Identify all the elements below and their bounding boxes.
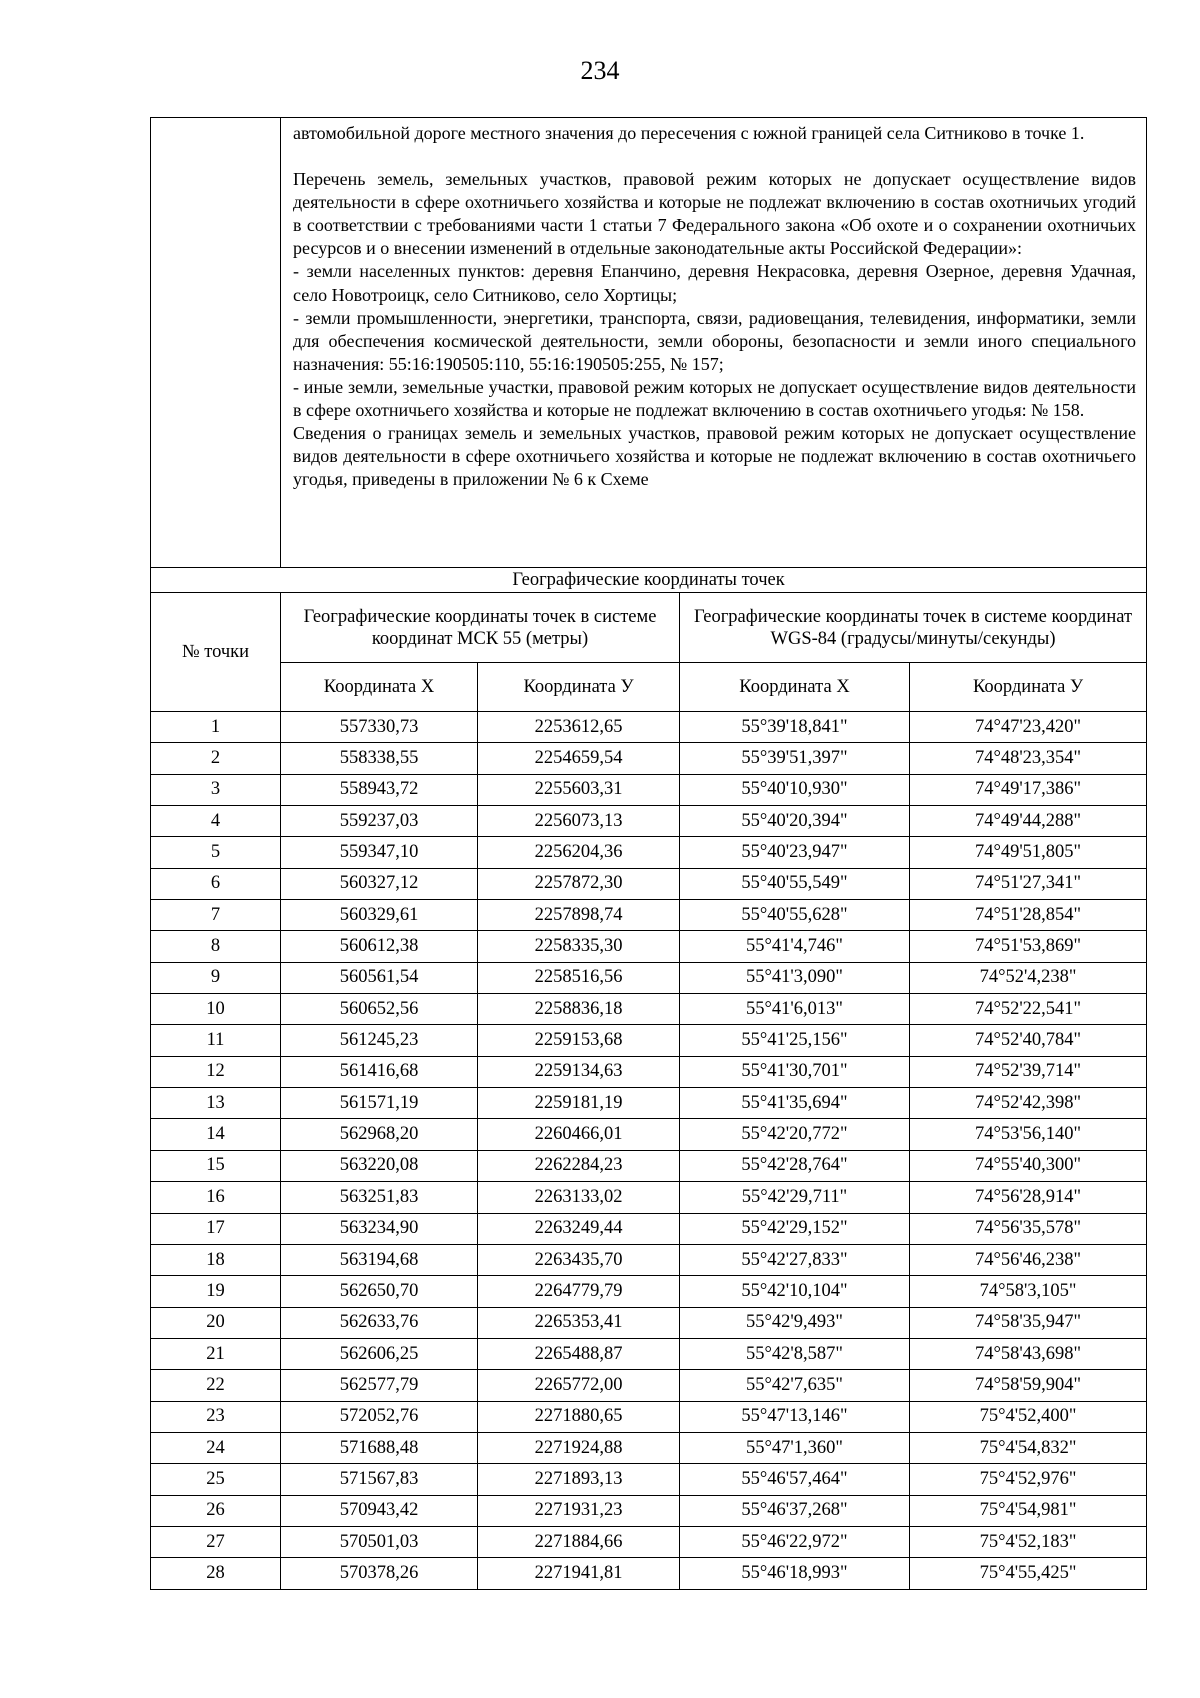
cell-y-wgs: 74°52'22,541" <box>910 994 1147 1025</box>
table-row <box>151 1150 1147 1181</box>
cell-x-msk: 561416,68 <box>281 1056 478 1087</box>
cell-x-wgs: 55°42'8,587" <box>680 1338 910 1369</box>
description-paragraph: - земли населенных пунктов: деревня Епанчино, деревня Некрасовка, деревня Озерное, деревня Удачная, село Новотроицк, село Ситниково, село Хортицы; <box>293 261 1137 305</box>
cell-y-msk: 2271924,88 <box>478 1432 680 1463</box>
cell-point-number: 8 <box>151 931 281 962</box>
cell-x-msk: 562633,76 <box>281 1307 478 1338</box>
table-row <box>151 1558 1147 1589</box>
cell-point-number: 17 <box>151 1213 281 1244</box>
cell-x-wgs: 55°42'20,772" <box>680 1119 910 1150</box>
cell-point-number: 16 <box>151 1182 281 1213</box>
cell-x-wgs: 55°46'22,972" <box>680 1526 910 1557</box>
cell-point-number: 3 <box>151 774 281 805</box>
cell-y-wgs: 74°56'28,914" <box>910 1182 1147 1213</box>
cell-y-msk: 2253612,65 <box>478 712 680 743</box>
table-row <box>151 1119 1147 1150</box>
column-group-header-msk: Географические координаты точек в системе координат МСК 55 (метры) <box>281 593 680 663</box>
cell-y-msk: 2264779,79 <box>478 1276 680 1307</box>
cell-y-msk: 2258516,56 <box>478 962 680 993</box>
table-row <box>151 806 1147 837</box>
empty-left-cell <box>151 118 281 568</box>
cell-point-number: 28 <box>151 1558 281 1589</box>
cell-y-wgs: 74°53'56,140" <box>910 1119 1147 1150</box>
cell-x-msk: 562968,20 <box>281 1119 478 1150</box>
cell-x-msk: 563234,90 <box>281 1213 478 1244</box>
cell-x-msk: 570378,26 <box>281 1558 478 1589</box>
cell-y-wgs: 74°58'43,698" <box>910 1338 1147 1369</box>
cell-x-msk: 561571,19 <box>281 1088 478 1119</box>
cell-x-wgs: 55°41'6,013" <box>680 994 910 1025</box>
cell-x-msk: 557330,73 <box>281 712 478 743</box>
cell-y-wgs: 75°4'54,832" <box>910 1432 1147 1463</box>
cell-y-msk: 2262284,23 <box>478 1150 680 1181</box>
cell-point-number: 12 <box>151 1056 281 1087</box>
table-row <box>151 1495 1147 1526</box>
cell-x-wgs: 55°42'10,104" <box>680 1276 910 1307</box>
table-row <box>151 1370 1147 1401</box>
cell-point-number: 14 <box>151 1119 281 1150</box>
cell-y-msk: 2256204,36 <box>478 837 680 868</box>
cell-point-number: 4 <box>151 806 281 837</box>
cell-x-wgs: 55°40'10,930" <box>680 774 910 805</box>
description-paragraph: - земли промышленности, энергетики, транспорта, связи, радиовещания, телевидения, информатики, земли для обеспечения космической деятельности, земли обороны, безопасности и земли иного специального назначения: 55:16:190505:110, 55:16:190505:255, № 157; <box>293 307 1137 374</box>
cell-point-number: 21 <box>151 1338 281 1369</box>
cell-y-wgs: 75°4'54,981" <box>910 1495 1147 1526</box>
table-row <box>151 994 1147 1025</box>
coordinates-document-table <box>150 117 1147 1590</box>
cell-y-msk: 2255603,31 <box>478 774 680 805</box>
table-row <box>151 1401 1147 1432</box>
table-row <box>151 743 1147 774</box>
cell-y-msk: 2271880,65 <box>478 1401 680 1432</box>
cell-x-wgs: 55°46'57,464" <box>680 1464 910 1495</box>
cell-y-wgs: 74°49'17,386" <box>910 774 1147 805</box>
cell-y-wgs: 74°55'40,300" <box>910 1150 1147 1181</box>
cell-y-wgs: 74°56'35,578" <box>910 1213 1147 1244</box>
column-header-y-msk: Координата У <box>478 663 680 712</box>
cell-x-wgs: 55°42'9,493" <box>680 1307 910 1338</box>
cell-y-msk: 2271884,66 <box>478 1526 680 1557</box>
cell-y-msk: 2256073,13 <box>478 806 680 837</box>
cell-x-wgs: 55°41'25,156" <box>680 1025 910 1056</box>
description-paragraph: Сведения о границах земель и земельных участков, правовой режим которых не допускает осуществление видов деятельности в сфере охотничьего хозяйства и которые не подлежат включению в состав охотничьего угодья, приведены в приложении № 6 к Схеме <box>293 423 1137 490</box>
cell-y-msk: 2263249,44 <box>478 1213 680 1244</box>
cell-y-wgs: 74°49'51,805" <box>910 837 1147 868</box>
cell-y-msk: 2260466,01 <box>478 1119 680 1150</box>
cell-x-msk: 558338,55 <box>281 743 478 774</box>
table-row <box>151 1182 1147 1213</box>
cell-x-wgs: 55°40'23,947" <box>680 837 910 868</box>
cell-y-wgs: 75°4'52,183" <box>910 1526 1147 1557</box>
cell-x-wgs: 55°40'55,549" <box>680 868 910 899</box>
cell-point-number: 20 <box>151 1307 281 1338</box>
table-row <box>151 1526 1147 1557</box>
table-row <box>151 1307 1147 1338</box>
cell-y-msk: 2259181,19 <box>478 1088 680 1119</box>
cell-point-number: 15 <box>151 1150 281 1181</box>
cell-y-msk: 2258335,30 <box>478 931 680 962</box>
page-number: 234 <box>580 56 620 85</box>
cell-y-msk: 2259153,68 <box>478 1025 680 1056</box>
cell-y-msk: 2271931,23 <box>478 1495 680 1526</box>
cell-x-msk: 560652,56 <box>281 994 478 1025</box>
cell-x-msk: 562650,70 <box>281 1276 478 1307</box>
cell-x-wgs: 55°40'20,394" <box>680 806 910 837</box>
cell-x-wgs: 55°47'1,360" <box>680 1432 910 1463</box>
table-row <box>151 1025 1147 1056</box>
cell-y-msk: 2271941,81 <box>478 1558 680 1589</box>
cell-y-wgs: 74°51'27,341" <box>910 868 1147 899</box>
cell-y-wgs: 75°4'55,425" <box>910 1558 1147 1589</box>
cell-y-msk: 2265353,41 <box>478 1307 680 1338</box>
cell-x-msk: 563220,08 <box>281 1150 478 1181</box>
cell-y-msk: 2254659,54 <box>478 743 680 774</box>
table-row <box>151 837 1147 868</box>
cell-x-wgs: 55°41'30,701" <box>680 1056 910 1087</box>
table-row <box>151 1276 1147 1307</box>
cell-x-msk: 562577,79 <box>281 1370 478 1401</box>
cell-y-msk: 2257898,74 <box>478 900 680 931</box>
cell-point-number: 7 <box>151 900 281 931</box>
cell-x-msk: 571567,83 <box>281 1464 478 1495</box>
cell-x-msk: 563194,68 <box>281 1244 478 1275</box>
column-header-point: № точки <box>151 593 281 712</box>
table-row <box>151 1213 1147 1244</box>
cell-y-msk: 2258836,18 <box>478 994 680 1025</box>
cell-x-msk: 560612,38 <box>281 931 478 962</box>
cell-point-number: 24 <box>151 1432 281 1463</box>
cell-x-msk: 560561,54 <box>281 962 478 993</box>
cell-x-wgs: 55°47'13,146" <box>680 1401 910 1432</box>
cell-y-wgs: 74°52'42,398" <box>910 1088 1147 1119</box>
column-header-x-wgs: Координата X <box>680 663 910 712</box>
cell-y-msk: 2263133,02 <box>478 1182 680 1213</box>
cell-y-wgs: 74°49'44,288" <box>910 806 1147 837</box>
cell-point-number: 1 <box>151 712 281 743</box>
cell-x-msk: 570501,03 <box>281 1526 478 1557</box>
cell-y-msk: 2271893,13 <box>478 1464 680 1495</box>
cell-point-number: 5 <box>151 837 281 868</box>
cell-point-number: 22 <box>151 1370 281 1401</box>
cell-y-msk: 2259134,63 <box>478 1056 680 1087</box>
cell-x-wgs: 55°42'28,764" <box>680 1150 910 1181</box>
cell-y-msk: 2257872,30 <box>478 868 680 899</box>
cell-x-wgs: 55°46'37,268" <box>680 1495 910 1526</box>
table-row <box>151 900 1147 931</box>
cell-x-wgs: 55°40'55,628" <box>680 900 910 931</box>
cell-x-wgs: 55°42'29,711" <box>680 1182 910 1213</box>
cell-point-number: 10 <box>151 994 281 1025</box>
cell-point-number: 23 <box>151 1401 281 1432</box>
cell-y-wgs: 74°56'46,238" <box>910 1244 1147 1275</box>
cell-y-wgs: 74°47'23,420" <box>910 712 1147 743</box>
cell-point-number: 13 <box>151 1088 281 1119</box>
table-row <box>151 962 1147 993</box>
cell-point-number: 27 <box>151 1526 281 1557</box>
cell-x-wgs: 55°41'4,746" <box>680 931 910 962</box>
cell-y-wgs: 74°52'40,784" <box>910 1025 1147 1056</box>
table-row <box>151 1244 1147 1275</box>
cell-point-number: 9 <box>151 962 281 993</box>
table-row <box>151 774 1147 805</box>
cell-y-wgs: 74°51'28,854" <box>910 900 1147 931</box>
table-row <box>151 931 1147 962</box>
table-row <box>151 868 1147 899</box>
description-paragraph: - иные земли, земельные участки, правовой режим которых не допускает осуществление видов деятельности в сфере охотничьего хозяйства и которые не подлежат включению в состав охотничьего угодья: № 158. <box>293 376 1137 421</box>
column-header-y-wgs: Координата У <box>910 663 1147 712</box>
cell-y-wgs: 74°58'59,904" <box>910 1370 1147 1401</box>
cell-x-msk: 558943,72 <box>281 774 478 805</box>
cell-y-wgs: 74°58'35,947" <box>910 1307 1147 1338</box>
cell-x-msk: 559237,03 <box>281 806 478 837</box>
cell-x-msk: 562606,25 <box>281 1338 478 1369</box>
table-row <box>151 1432 1147 1463</box>
cell-point-number: 19 <box>151 1276 281 1307</box>
cell-x-wgs: 55°46'18,993" <box>680 1558 910 1589</box>
cell-y-wgs: 75°4'52,976" <box>910 1464 1147 1495</box>
cell-x-msk: 560327,12 <box>281 868 478 899</box>
cell-x-msk: 563251,83 <box>281 1182 478 1213</box>
cell-x-msk: 572052,76 <box>281 1401 478 1432</box>
table-section-title: Географические координаты точек <box>151 568 1147 593</box>
cell-point-number: 25 <box>151 1464 281 1495</box>
cell-x-wgs: 55°39'18,841" <box>680 712 910 743</box>
description-paragraph: Перечень земель, земельных участков, правовой режим которых не допускает осуществление видов деятельности в сфере охотничьего хозяйства и которые не подлежат включению в состав охотничьих угодий в соответствии с требованиями части 1 статьи 7 Федерального закона «Об охоте и о сохранении охотничьих ресурсов и о внесении изменений в отдельные законодательные акты Российской Федерации»: <box>293 169 1137 259</box>
table-row <box>151 1056 1147 1087</box>
cell-y-msk: 2265772,00 <box>478 1370 680 1401</box>
column-group-header-wgs: Географические координаты точек в системе координат WGS-84 (градусы/минуты/секунды) <box>680 593 1147 663</box>
cell-x-msk: 571688,48 <box>281 1432 478 1463</box>
cell-point-number: 18 <box>151 1244 281 1275</box>
table-row <box>151 1338 1147 1369</box>
cell-y-wgs: 74°52'39,714" <box>910 1056 1147 1087</box>
cell-x-wgs: 55°39'51,397" <box>680 743 910 774</box>
cell-x-msk: 560329,61 <box>281 900 478 931</box>
cell-y-msk: 2263435,70 <box>478 1244 680 1275</box>
cell-point-number: 11 <box>151 1025 281 1056</box>
cell-point-number: 2 <box>151 743 281 774</box>
cell-y-wgs: 75°4'52,400" <box>910 1401 1147 1432</box>
cell-point-number: 6 <box>151 868 281 899</box>
cell-x-wgs: 55°41'3,090" <box>680 962 910 993</box>
cell-x-msk: 559347,10 <box>281 837 478 868</box>
cell-x-msk: 561245,23 <box>281 1025 478 1056</box>
table-row <box>151 1464 1147 1495</box>
table-row <box>151 1088 1147 1119</box>
cell-y-wgs: 74°48'23,354" <box>910 743 1147 774</box>
cell-point-number: 26 <box>151 1495 281 1526</box>
cell-y-wgs: 74°51'53,869" <box>910 931 1147 962</box>
cell-x-wgs: 55°42'29,152" <box>680 1213 910 1244</box>
cell-x-msk: 570943,42 <box>281 1495 478 1526</box>
cell-y-msk: 2265488,87 <box>478 1338 680 1369</box>
cell-y-wgs: 74°58'3,105" <box>910 1276 1147 1307</box>
table-row <box>151 712 1147 743</box>
cell-x-wgs: 55°42'7,635" <box>680 1370 910 1401</box>
description-text-block <box>281 118 1147 568</box>
description-paragraph: автомобильной дороге местного значения до пересечения с южной границей села Ситниково в точке 1. <box>293 123 1085 143</box>
cell-x-wgs: 55°42'27,833" <box>680 1244 910 1275</box>
cell-x-wgs: 55°41'35,694" <box>680 1088 910 1119</box>
cell-y-wgs: 74°52'4,238" <box>910 962 1147 993</box>
column-header-x-msk: Координата X <box>281 663 478 712</box>
